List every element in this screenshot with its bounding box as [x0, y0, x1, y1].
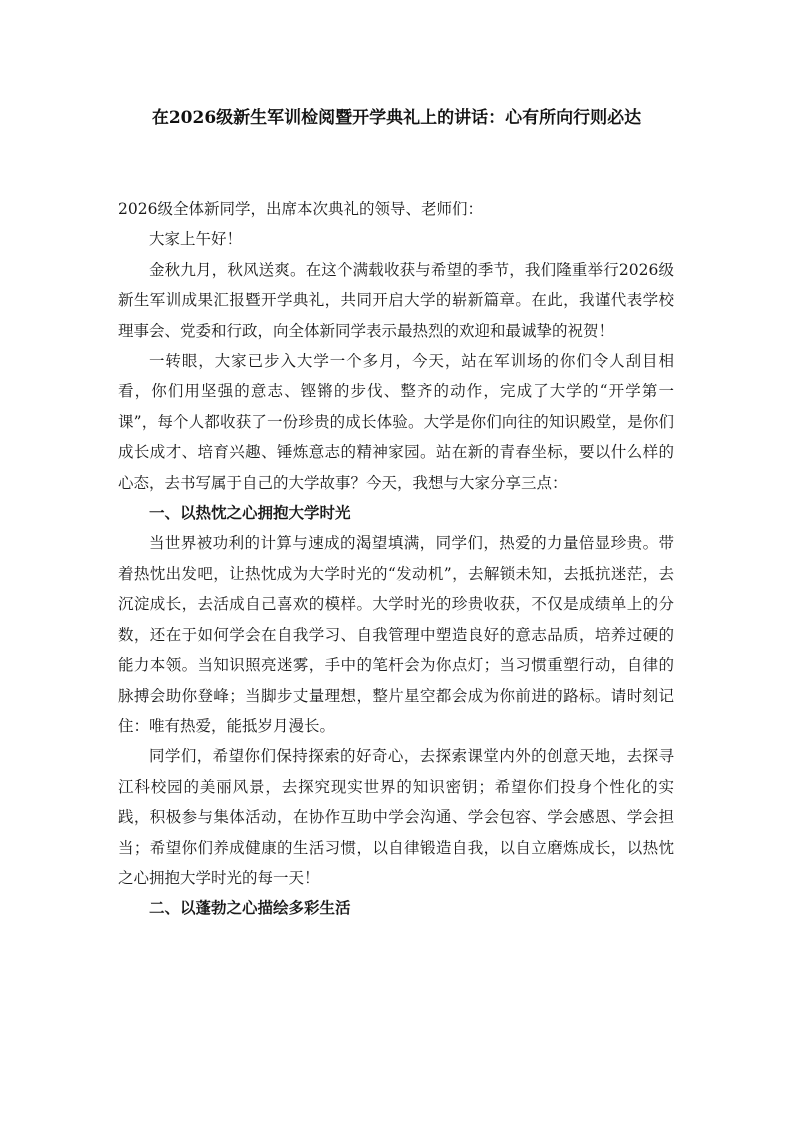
paragraph: 金秋九月，秋风送爽。在这个满载收获与希望的季节，我们隆重举行2026级新生军训成果汇报暨开学典礼，共同开启大学的崭新篇章。在此，我谨代表学校理事会、党委和行政，向全体新同学表示最热烈的欢迎和最诚挚的祝贺！ [118, 260, 674, 340]
section-heading: 一、以热忱之心拥抱大学时光 [149, 504, 351, 523]
section-heading: 二、以蓬勃之心描绘多彩生活 [149, 899, 351, 918]
paragraph: 一转眼，大家已步入大学一个多月，今天，站在军训场的你们令人刮目相看，你们用坚强的意志、铿锵的步伐、整齐的动作，完成了大学的“开学第一课”，每个人都收获了一份珍贵的成长体验。大学是你们向往的知识殿堂，是你们成长成才、培育兴趣、锤炼意志的精神家园。站在新的青春坐标，要以什么样的心态，去书写属于自己的大学故事？今天，我想与大家分享三点： [118, 352, 674, 492]
paragraph: 同学们，希望你们保持探索的好奇心，去探索课堂内外的创意天地，去探寻江科校园的美丽风景，去探究现实世界的知识密钥；希望你们投身个性化的实践，积极参与集体活动，在协作互助中学会沟通、学会包容、学会感恩、学会担当；希望你们养成健康的生活习惯，以自律锻造自我，以自立磨炼成长，以热忱之心拥抱大学时光的每一天！ [118, 747, 674, 887]
greeting: 大家上午好！ [149, 230, 243, 249]
document-title: 在2026级新生军训检阅暨开学典礼上的讲话：心有所向行则必达 [151, 108, 642, 128]
paragraph: 当世界被功利的计算与速成的渴望填满，同学们，热爱的力量倍显珍贵。带着热忱出发吧，让热忱成为大学时光的“发动机”，去解锁未知，去抵抗迷茫，去沉淀成长，去活成自己喜欢的模样。大学时光的珍贵收获，不仅是成绩单上的分数，还在于如何学会在自我学习、自我管理中塑造良好的意志品质，培养过硬的能力本领。当知识照亮迷雾，手中的笔杆会为你点灯；当习惯重塑行动，自律的脉搏会助你登峰；当脚步丈量理想，整片星空都会成为你前进的路标。请时刻记住：唯有热爱，能抵岁月漫长。 [118, 534, 674, 735]
salutation: 2026级全体新同学，出席本次典礼的领导、老师们： [118, 200, 483, 218]
document-body [118, 194, 674, 924]
